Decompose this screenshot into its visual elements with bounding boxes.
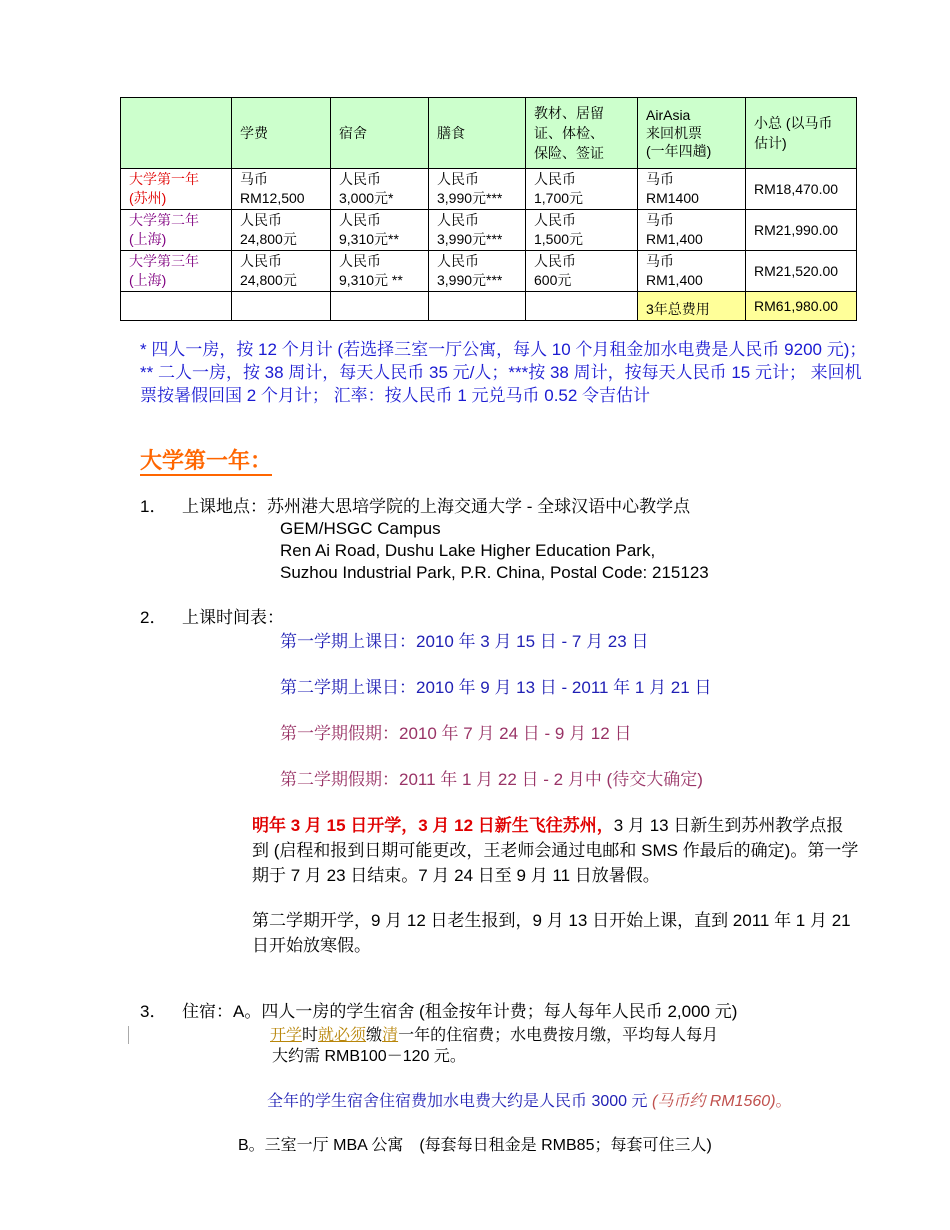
header-cell: AirAsia 来回机票 (一年四趟)	[638, 98, 746, 169]
payment-note-part: 一年的住宿费；水电费按月缴，平均每人每月	[398, 1025, 719, 1044]
holiday-1-dates: 第一学期假期：2010 年 7 月 24 日 - 9 月 12 日	[280, 724, 632, 743]
annual-summary-text: 全年的学生宿舍住宿费加水电费大约是人民币 3000 元	[267, 1093, 652, 1110]
table-row	[121, 210, 857, 251]
table-row	[121, 169, 857, 210]
annual-summary	[267, 1091, 792, 1113]
fee-table	[120, 97, 857, 321]
section-title: 大学第一年：	[140, 448, 272, 476]
item-number: 1．	[140, 497, 167, 516]
holiday-2-dates: 第二学期假期：2011 年 1 月 22 日 - 2 月中 (待交大确定)	[280, 770, 703, 789]
misc-cell: 人民币 600元	[526, 251, 638, 292]
section-title-wrapper	[140, 444, 272, 475]
semester-2-dates: 第二学期上课日：2010 年 9 月 13 日 - 2011 年 1 月 21 日	[280, 678, 712, 697]
dorm-cell: 人民币 9,310元 **	[331, 251, 429, 292]
second-semester-paragraph: 第二学期开学，9 月 12 日老生报到，9 月 13 日开始上课，直到 2011 年 1 月 21 日开始放寒假。	[252, 911, 851, 955]
semester-1-dates: 第一学期上课日：2010 年 3 月 15 日 - 7 月 23 日	[280, 632, 649, 651]
tuition-cell: 人民币 24,800元	[232, 210, 331, 251]
enrollment-text: 3 月 13 日新生到苏州教学点报到 (启程和报到日期可能更改，王老师会通过电邮和 SMS 作最后的确定)。第一学期于 7 月 23 日结束。7 月 24 日至 9 月 11 日放暑假。	[252, 816, 859, 885]
header-cell	[121, 98, 232, 169]
empty-cell	[232, 292, 331, 321]
enrollment-paragraph	[252, 813, 860, 888]
tuition-cell: 马币 RM12,500	[232, 169, 331, 210]
year-cell: 大学第一年 (苏州)	[121, 169, 232, 210]
location-label: 上课地点：苏州港大思培学院的上海交通大学 - 全球汉语中心教学点	[182, 497, 691, 516]
table-footnote: * 四人一房，按 12 个月计 (若选择三室一厅公寓，每人 10 个月租金加水电费是人民币 9200 元)；** 二人一房，按 38 周计，每天人民币 35 元/人；***按 38 周计，按每天人民币 15 元计； 来回机票按暑假回国 2 个月计； 汇率：按人民币 1 元兑马币 0.52 令吉估计	[140, 340, 867, 405]
header-cell: 学费	[232, 98, 331, 169]
empty-cell	[121, 292, 232, 321]
table-header-row	[121, 98, 857, 169]
header-cell: 小总 (以马币 估计)	[746, 98, 857, 169]
header-cell: 宿舍	[331, 98, 429, 169]
enrollment-highlight: 明年 3 月 15 日开学，3 月 12 日新生飞往苏州，	[252, 816, 614, 835]
tuition-cell: 人民币 24,800元	[232, 251, 331, 292]
table-row	[121, 251, 857, 292]
grand-total-value: RM61,980.00	[746, 292, 857, 321]
payment-note-part: 开学	[270, 1025, 303, 1044]
option-b: B。三室一厅 MBA 公寓 (每套每日租金是 RMB85；每套可住三人)	[238, 1137, 712, 1154]
table-total-row	[121, 292, 857, 321]
year-cell: 大学第三年 (上海)	[121, 251, 232, 292]
empty-cell	[331, 292, 429, 321]
flight-cell: 马币 RM1,400	[638, 210, 746, 251]
empty-cell	[429, 292, 526, 321]
flight-cell: 马币 RM1400	[638, 169, 746, 210]
misc-cell: 人民币 1,700元	[526, 169, 638, 210]
meal-cell: 人民币 3,990元***	[429, 251, 526, 292]
header-cell: 膳食	[429, 98, 526, 169]
annual-summary-end: 。	[775, 1093, 792, 1110]
address-line: GEM/HSGC Campus	[280, 519, 441, 538]
payment-note-part: 缴	[366, 1025, 383, 1044]
schedule-label: 上课时间表：	[182, 608, 284, 627]
grand-total-label: 3年总费用	[638, 292, 746, 321]
meal-cell: 人民币 3,990元***	[429, 169, 526, 210]
annual-summary-myr: (马币约 RM1560)	[651, 1093, 776, 1110]
item-number: 3．	[140, 1002, 167, 1021]
payment-note-part: 清	[382, 1025, 399, 1044]
total-cell: RM18,470.00	[746, 169, 857, 210]
total-cell: RM21,520.00	[746, 251, 857, 292]
address-line: Suzhou Industrial Park, P.R. China, Postal Code: 215123	[280, 563, 709, 582]
item-number: 2．	[140, 608, 167, 627]
payment-note-part: 就必须	[318, 1025, 367, 1044]
payment-note	[270, 1024, 718, 1046]
margin-marker	[128, 1026, 129, 1044]
utility-cost: 大约需 RMB100－120 元。	[272, 1048, 466, 1065]
year-cell: 大学第二年 (上海)	[121, 210, 232, 251]
dorm-cell: 人民币 9,310元**	[331, 210, 429, 251]
address-line: Ren Ai Road, Dushu Lake Higher Education Park,	[280, 541, 656, 560]
payment-note-part: 时	[302, 1025, 319, 1044]
header-cell: 教材、居留 证、体检、 保险、签证	[526, 98, 638, 169]
total-cell: RM21,990.00	[746, 210, 857, 251]
empty-cell	[526, 292, 638, 321]
flight-cell: 马币 RM1,400	[638, 251, 746, 292]
dorm-cell: 人民币 3,000元*	[331, 169, 429, 210]
misc-cell: 人民币 1,500元	[526, 210, 638, 251]
accommodation-label: 住宿：A。四人一房的学生宿舍 (租金按年计费；每人每年人民币 2,000 元)	[182, 1002, 738, 1021]
meal-cell: 人民币 3,990元***	[429, 210, 526, 251]
